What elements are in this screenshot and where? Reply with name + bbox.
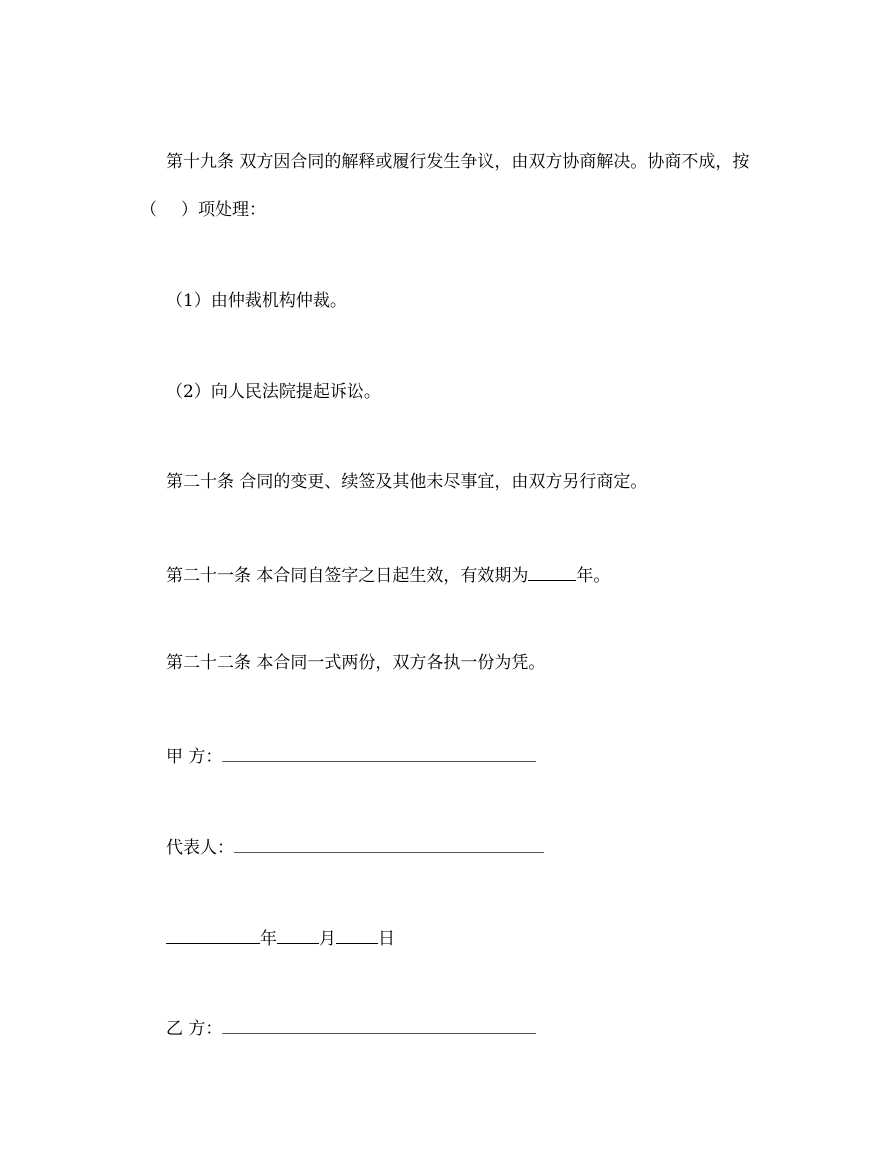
article-21-prefix: 第二十一条 本合同自签字之日起生效，有效期为 (166, 566, 529, 586)
option-2 (166, 381, 381, 403)
article-20 (166, 471, 647, 493)
article-20-text: 第二十条 合同的变更、续签及其他未尽事宜，由双方另行商定。 (166, 472, 648, 492)
date-year-blank (166, 925, 260, 944)
date-day-label: 日 (378, 929, 395, 949)
representative-signature-blank (234, 834, 544, 853)
option-1-text: （1）由仲裁机构仲裁。 (166, 291, 347, 311)
article-21 (166, 562, 610, 587)
representative-line (166, 834, 544, 859)
article-19-line-2 (140, 199, 266, 221)
article-19-line-1 (166, 151, 749, 173)
option-1 (166, 290, 347, 312)
option-2-text: （2）向人民法院提起诉讼。 (166, 382, 381, 402)
validity-years-blank (528, 562, 576, 581)
party-b-line (166, 1015, 536, 1040)
date-day-blank (336, 925, 378, 944)
party-b-label: 乙 方： (166, 1019, 223, 1039)
party-a-signature-blank (222, 743, 536, 762)
article-22-text: 第二十二条 本合同一式两份，双方各执一份为凭。 (166, 653, 546, 673)
party-b-signature-blank (222, 1015, 536, 1034)
article-19-text: 第十九条 双方因合同的解释或履行发生争议，由双方协商解决。协商不成，按 (166, 152, 750, 172)
date-month-label: 月 (319, 929, 336, 949)
date-year-label: 年 (260, 929, 277, 949)
article-22 (166, 652, 545, 674)
article-19-paren-close: ）项处理： (181, 200, 266, 220)
article-19-paren-open: （ (140, 200, 157, 220)
article-21-suffix: 年。 (576, 566, 611, 586)
date-line (166, 925, 395, 950)
party-a-line (166, 743, 536, 768)
representative-label: 代表人： (166, 838, 234, 858)
date-month-blank (277, 925, 319, 944)
party-a-label: 甲 方： (166, 747, 223, 767)
